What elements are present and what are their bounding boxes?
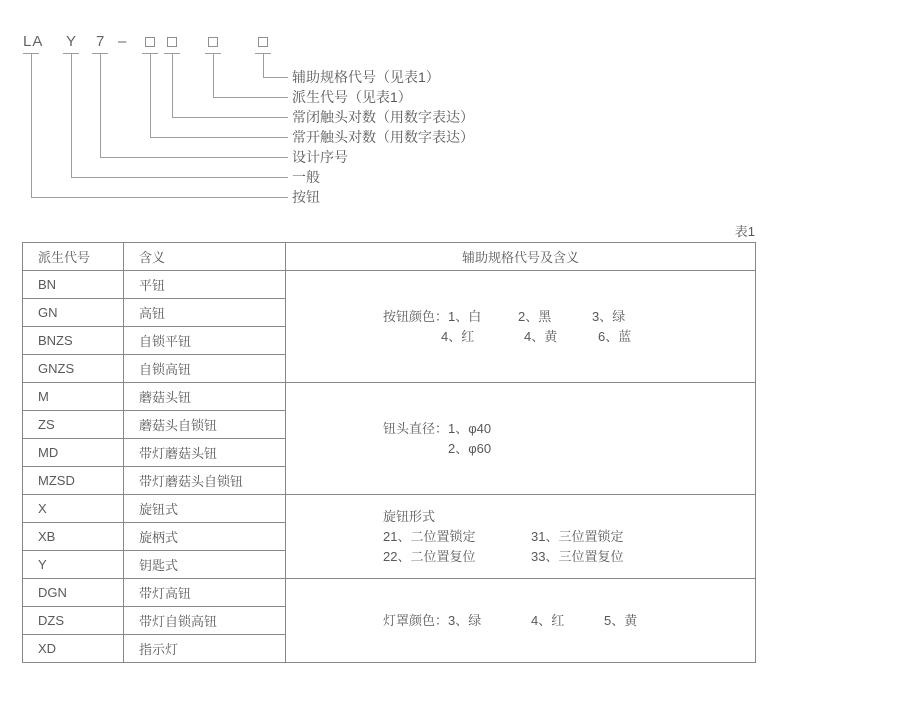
spec-item: 31、三位置锁定 <box>531 528 624 544</box>
spec-item: 4、黄 <box>524 328 558 344</box>
connector-line <box>71 177 288 178</box>
connector-line <box>150 54 151 138</box>
diagram-label-general: 一般 <box>292 169 320 185</box>
cell-code: ZS <box>23 411 124 439</box>
connector-line <box>31 54 32 198</box>
cell-meaning: 平钮 <box>124 271 286 299</box>
diagram-label-no-contacts: 常开触头对数（用数字表达） <box>292 129 474 145</box>
diagram-label-design-serial: 设计序号 <box>292 149 348 165</box>
connector-line <box>71 54 72 178</box>
header-aux-spec: 辅助规格代号及含义 <box>286 243 756 271</box>
connector-line <box>213 54 214 98</box>
cell-code: MD <box>23 439 124 467</box>
cell-code: XB <box>23 523 124 551</box>
connector-line <box>100 157 288 158</box>
spec-label: 钮头直径： <box>383 420 449 436</box>
cell-meaning: 指示灯 <box>124 635 286 663</box>
spec-line <box>383 307 755 327</box>
cell-code: DZS <box>23 607 124 635</box>
code-placeholder-box-1 <box>145 37 155 47</box>
table-header-row <box>23 243 756 271</box>
diagram-label-nc-contacts: 常闭触头对数（用数字表达） <box>292 109 474 125</box>
cell-code: BNZS <box>23 327 124 355</box>
cell-code: XD <box>23 635 124 663</box>
cell-meaning: 自锁高钮 <box>124 355 286 383</box>
spec-item: 3、绿 <box>448 612 482 628</box>
diagram-label-derived-code: 派生代号（见表1） <box>292 89 412 105</box>
code-placeholder-box-3 <box>208 37 218 47</box>
cell-code: M <box>23 383 124 411</box>
cell-meaning: 旋钮式 <box>124 495 286 523</box>
spec-item: 21、二位置锁定 <box>383 528 476 544</box>
spec-cell-lens-color <box>286 579 756 663</box>
diagram-label-button: 按钮 <box>292 189 320 205</box>
table-row <box>23 383 756 411</box>
cell-meaning: 蘑菇头自锁钮 <box>124 411 286 439</box>
cell-code: GNZS <box>23 355 124 383</box>
code-placeholder-box-2 <box>167 37 177 47</box>
diagram-label-aux-spec: 辅助规格代号（见表1） <box>292 69 440 85</box>
cell-code: X <box>23 495 124 523</box>
connector-line <box>172 54 173 118</box>
cell-meaning: 带灯自锁高钮 <box>124 607 286 635</box>
header-derived-code: 派生代号 <box>23 243 124 271</box>
table-row <box>23 495 756 523</box>
spec-item: 2、黑 <box>518 308 552 324</box>
spec-cell-head-diameter <box>286 383 756 495</box>
spec-label: 按钮颜色： <box>383 308 449 324</box>
spec-line <box>383 419 755 439</box>
spec-line <box>383 527 755 547</box>
spec-line <box>383 327 755 347</box>
table-row <box>23 271 756 299</box>
spec-item: 5、黄 <box>604 612 638 628</box>
cell-meaning: 带灯蘑菇头钮 <box>124 439 286 467</box>
spec-title: 旋钮形式 <box>383 508 436 524</box>
spec-item: 1、φ40 <box>448 420 492 436</box>
cell-meaning: 自锁平钮 <box>124 327 286 355</box>
cell-meaning: 旋柄式 <box>124 523 286 551</box>
spec-item: 2、φ60 <box>448 440 492 456</box>
cell-meaning: 蘑菇头钮 <box>124 383 286 411</box>
spec-item: 33、三位置复位 <box>531 548 624 564</box>
spec-cell-knob-type <box>286 495 756 579</box>
cell-code: BN <box>23 271 124 299</box>
spec-item: 6、蓝 <box>598 328 632 344</box>
cell-code: GN <box>23 299 124 327</box>
connector-line <box>31 197 288 198</box>
table-row <box>23 579 756 607</box>
code-series: LA <box>23 33 44 50</box>
spec-label: 灯罩颜色： <box>383 612 449 628</box>
model-code-diagram <box>0 0 900 220</box>
spec-line <box>383 547 755 567</box>
cell-meaning: 钥匙式 <box>124 551 286 579</box>
connector-line <box>213 97 288 98</box>
code-placeholder-box-4 <box>258 37 268 47</box>
connector-line <box>172 117 288 118</box>
spec-line <box>383 611 755 631</box>
spec-line <box>383 439 755 459</box>
code-separator: – <box>118 33 128 50</box>
spec-item: 22、二位置复位 <box>383 548 476 564</box>
code-design: 7 <box>96 33 106 50</box>
spec-cell-button-color <box>286 271 756 383</box>
cell-meaning: 带灯高钮 <box>124 579 286 607</box>
connector-line <box>263 54 264 78</box>
table1 <box>22 242 756 663</box>
spec-item: 3、绿 <box>592 308 626 324</box>
cell-code: DGN <box>23 579 124 607</box>
code-general: Y <box>66 33 78 50</box>
connector-line <box>150 137 288 138</box>
spec-item: 1、白 <box>448 308 482 324</box>
spec-item: 4、红 <box>441 328 475 344</box>
spec-item: 4、红 <box>531 612 565 628</box>
table-caption: 表1 <box>734 224 755 239</box>
cell-meaning: 高钮 <box>124 299 286 327</box>
cell-code: Y <box>23 551 124 579</box>
connector-line <box>263 77 288 78</box>
cell-meaning: 带灯蘑菇头自锁钮 <box>124 467 286 495</box>
header-meaning: 含义 <box>124 243 286 271</box>
cell-code: MZSD <box>23 467 124 495</box>
connector-line <box>100 54 101 158</box>
